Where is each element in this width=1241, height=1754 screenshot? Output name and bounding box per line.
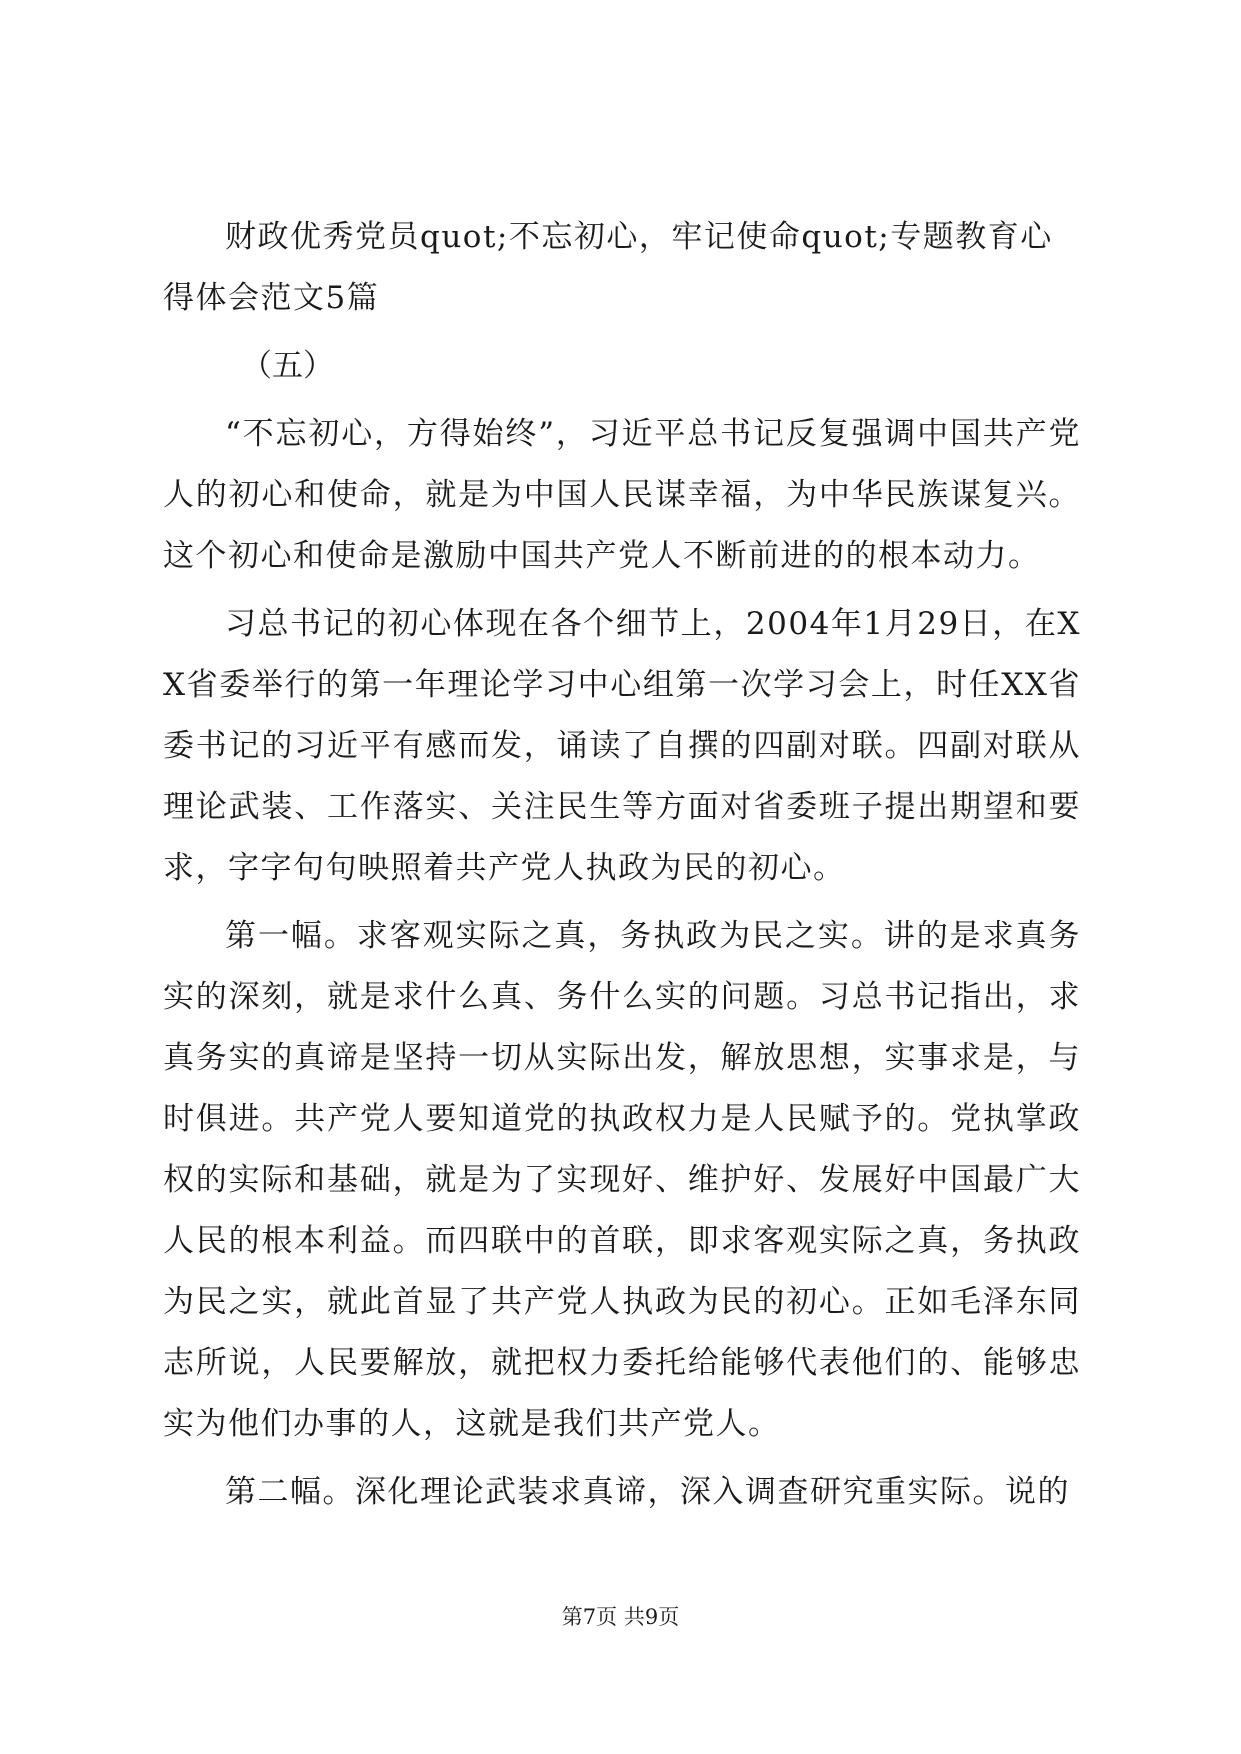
document-body: [163, 207, 1081, 1523]
paragraph: 第二幅。深化理论武装求真谛，深入调查研究重实际。说的: [225, 1474, 1070, 1510]
section-label: （五）: [241, 348, 334, 384]
paragraph: “不忘初心，方得始终”，习近平总书记反复强调中国共产党人的初心和使命，就是为中国人民谋幸福，为中华民族谋复兴。这个初心和使命是激励中国共产党人不断前进的的根本动力。: [163, 416, 1081, 574]
document-title: 财政优秀党员quot;不忘初心，牢记使命quot;专题教育心得体会范文5篇: [163, 219, 1053, 316]
paragraph: 习总书记的初心体现在各个细节上，2004年1月29日，在XX省委举行的第一年理论学习中心组第一次学习会上，时任XX省委书记的习近平有感而发，诵读了自撰的四副对联。四副对联从理论武装、工作落实、关注民生等方面对省委班子提出期望和要求，字字句句映照着共产党人执政为民的初心。: [163, 606, 1081, 886]
paragraph: 第一幅。求客观实际之真，务执政为民之实。讲的是求真务实的深刻，就是求什么真、务什么实的问题。习总书记指出，求真务实的真谛是坚持一切从实际出发，解放思想，实事求是，与时俱进。共产党人要知道党的执政权力是人民赋予的。党执掌政权的实际和基础，就是为了实现好、维护好、发展好中国最广大人民的根本利益。而四联中的首联，即求客观实际之真，务执政为民之实，就此首显了共产党人执政为民的初心。正如毛泽东同志所说，人民要解放，就把权力委托给能够代表他们的、能够忠实为他们办事的人，这就是我们共产党人。: [163, 918, 1081, 1442]
page-footer: 第7页 共9页: [561, 1605, 680, 1629]
